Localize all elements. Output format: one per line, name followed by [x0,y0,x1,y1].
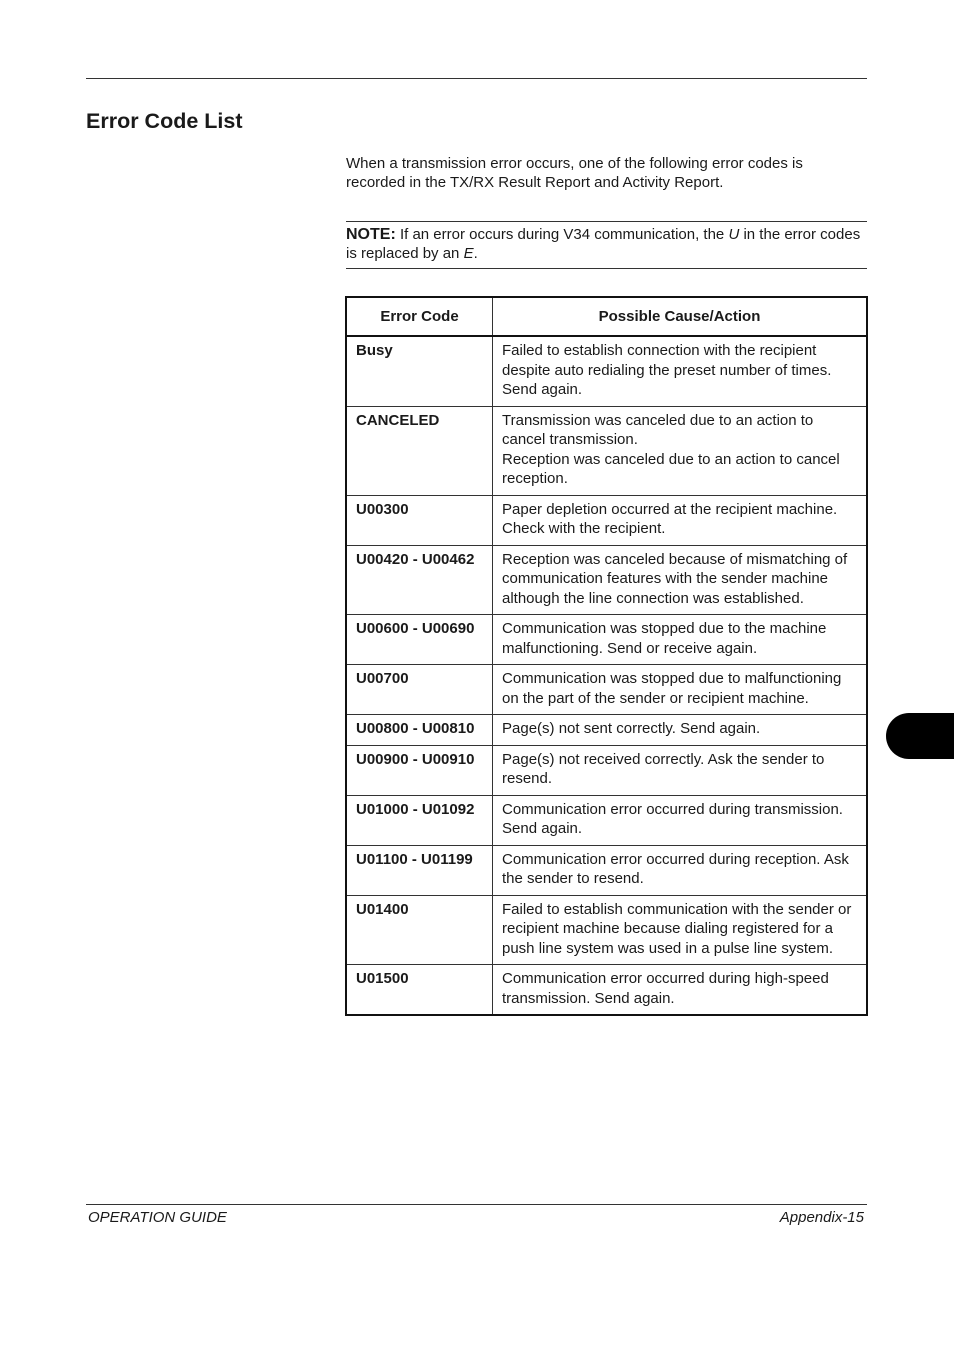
error-code-cell: CANCELED [346,406,493,495]
header-rule [86,78,867,79]
table-body [346,336,867,1015]
error-code-cell: U00600 - U00690 [346,615,493,665]
table-row [346,715,867,746]
table-row [346,495,867,545]
column-header-cause-action: Possible Cause/Action [493,297,868,336]
cause-action-cell [493,845,868,895]
cause-action-cell [493,895,868,965]
note-emphasis-e: E [463,245,474,262]
cause-action-line: Reception was canceled due to an action to cancel reception. [502,450,840,487]
error-code-cell: U00300 [346,495,493,545]
table-row [346,665,867,715]
error-code-cell: U00700 [346,665,493,715]
footer-rule [86,1204,867,1205]
table-row [346,336,867,406]
table-row [346,795,867,845]
table-row [346,406,867,495]
page-title: Error Code List [86,109,243,133]
cause-action-line: Communication was stopped due to the machine malfunctioning. Send or receive again. [502,620,827,657]
table-row [346,545,867,615]
cause-action-line: Reception was canceled because of mismatching of communication features with the sender machine although the line connection was established. [502,550,848,607]
cause-action-line: Page(s) not sent correctly. Send again. [502,720,761,737]
note-text-after: . [473,245,478,262]
cause-action-cell [493,615,868,665]
cause-action-cell [493,715,868,746]
intro-paragraph: When a transmission error occurs, one of the following error codes is recorded in the TX/RX Result Report and Activity Report. [346,155,803,191]
note-label: NOTE: [346,226,396,243]
error-code-cell: U01100 - U01199 [346,845,493,895]
note-text-middle: in the error codes is replaced by an [346,226,861,262]
cause-action-line: Page(s) not received correctly. Ask the sender to resend. [502,750,825,787]
cause-action-cell [493,495,868,545]
table-row [346,845,867,895]
cause-action-line: Paper depletion occurred at the recipient machine. Check with the recipient. [502,500,838,537]
table-row [346,895,867,965]
error-code-cell: U00900 - U00910 [346,745,493,795]
chapter-thumb-tab [886,713,954,759]
table-row [346,965,867,1016]
error-code-cell: Busy [346,336,493,406]
cause-action-cell [493,336,868,406]
footer-guide-title: OPERATION GUIDE [88,1209,227,1226]
cause-action-line: Communication was stopped due to malfunctioning on the part of the sender or recipient machine. [502,670,842,707]
error-code-table [345,296,868,1016]
error-code-cell: U01500 [346,965,493,1016]
footer-page-number: Appendix-15 [779,1209,864,1226]
note-emphasis-u: U [728,226,740,243]
cause-action-cell [493,795,868,845]
error-code-cell: U01000 - U01092 [346,795,493,845]
cause-action-cell [493,545,868,615]
cause-action-cell [493,745,868,795]
error-code-cell: U00420 - U00462 [346,545,493,615]
cause-action-line: Communication error occurred during transmission. Send again. [502,800,843,837]
column-header-error-code: Error Code [346,297,493,336]
cause-action-line: Transmission was canceled due to an action to cancel transmission. [502,411,814,448]
note-box [346,221,867,269]
cause-action-line: Failed to establish connection with the recipient despite auto redialing the preset number of times. Send again. [502,342,832,398]
cause-action-line: Communication error occurred during reception. Ask the sender to resend. [502,850,849,887]
error-code-cell: U00800 - U00810 [346,715,493,746]
cause-action-cell [493,406,868,495]
error-code-cell: U01400 [346,895,493,965]
note-text-before: If an error occurs during V34 communication, the [395,226,729,243]
cause-action-line: Communication error occurred during high-speed transmission. Send again. [502,970,829,1007]
table-header-row [346,297,867,336]
cause-action-cell [493,665,868,715]
cause-action-line: Failed to establish communication with the sender or recipient machine because dialing registered for a push line system was used in a pulse line system. [502,900,852,957]
cause-action-cell [493,965,868,1016]
table-row [346,745,867,795]
table-row [346,615,867,665]
